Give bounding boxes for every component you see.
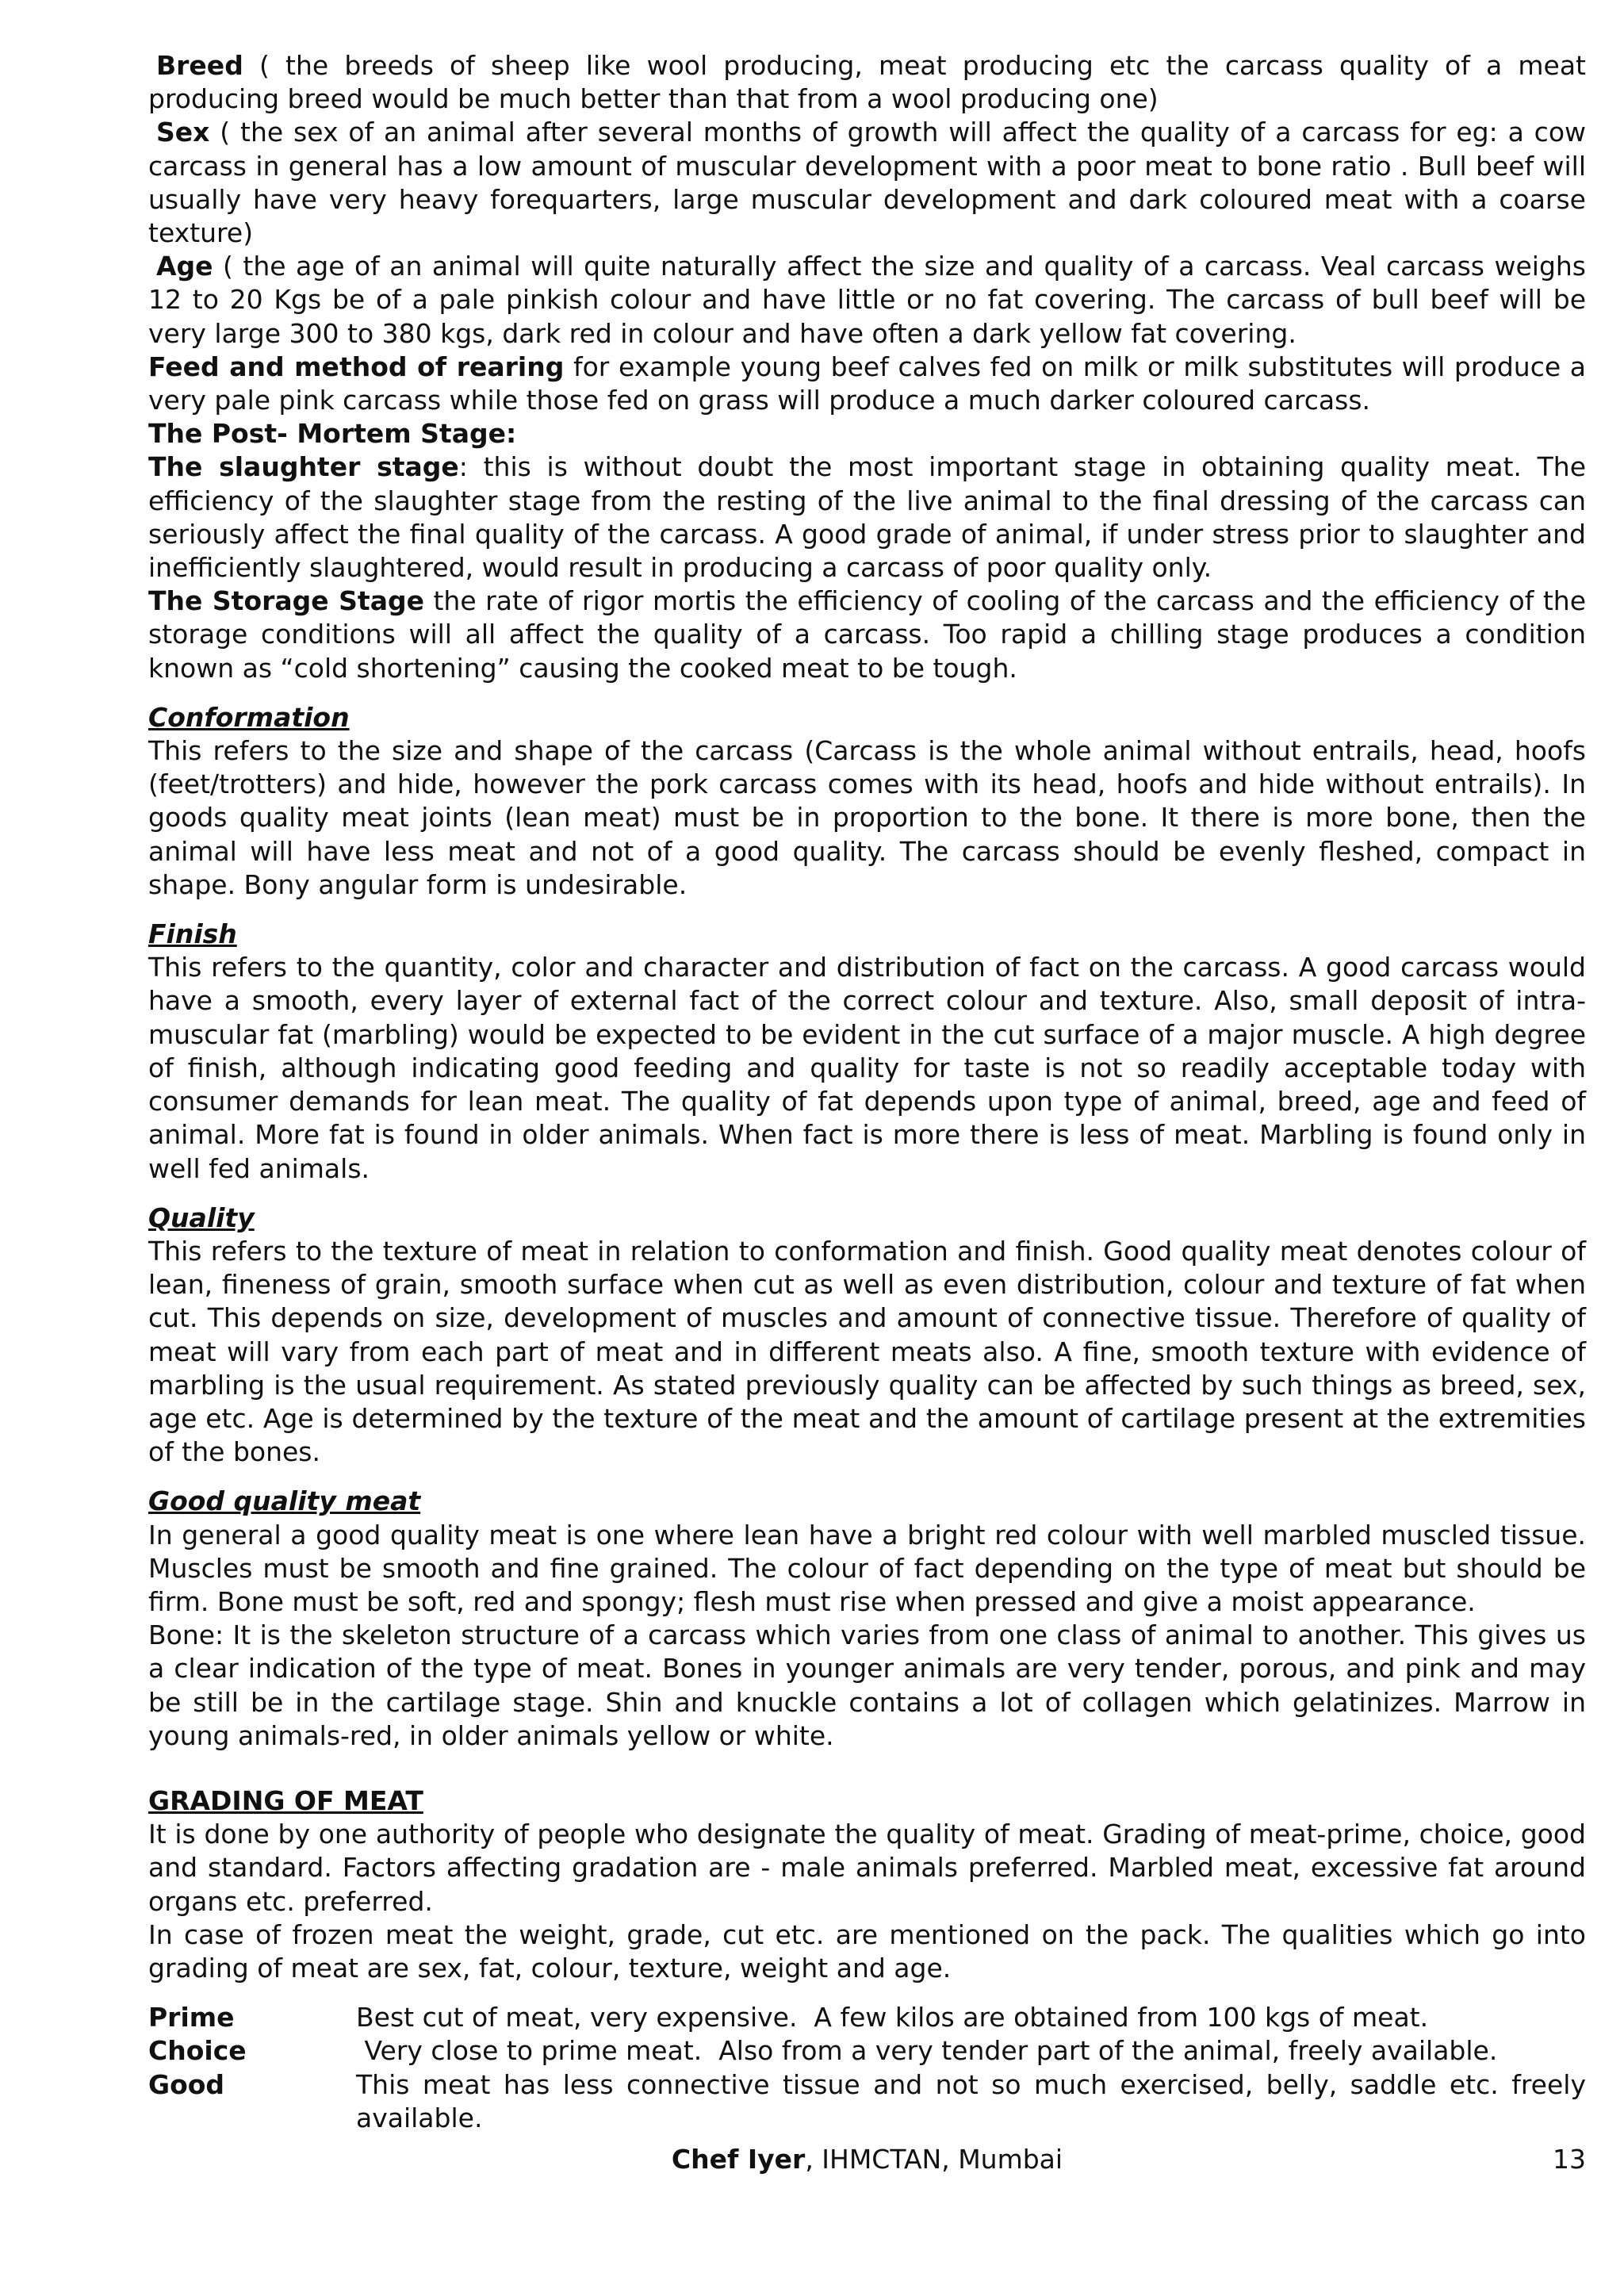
feed-paragraph (148, 351, 1586, 417)
breed-paragraph (148, 49, 1586, 116)
breed-text: ( the breeds of sheep like wool producing, meat producing etc the carcass quality of a meat producing breed would be much better than that from a wool producing one) (148, 50, 1586, 115)
grade-label: Prime (148, 2002, 235, 2033)
bone-text: Bone: It is the skeleton structure of a carcass which varies from one class of animal to another. This gives us a clear indication of the type of meat. Bones in younger animals are very tender, porous, and pink and may be still be in the cartilage stage. Shin and knuckle contains a lot of collagen which gelatinizes. Marrow in young animals-red, in older animals yellow or white. (148, 1619, 1586, 1751)
footer-credit (148, 2143, 1586, 2176)
age-text: ( the age of an animal will quite naturally affect the size and quality of a carcass. Veal carcass weighs 12 to 20 Kgs be of a pale pinkish colour and have little or no fat covering. The carcass of bull beef will be very large 300 to 380 kgs, dark red in colour and have often a dark yellow fat covering. (148, 251, 1586, 349)
grade-description: Very close to prime meat. Also from a very tender part of the animal, freely available. (356, 2035, 1498, 2067)
page-number: 13 (1553, 2144, 1586, 2175)
grade-row-good (148, 2068, 1586, 2135)
finish-heading: Finish (148, 918, 237, 950)
grade-row-choice (148, 2034, 1586, 2068)
slaughter-text: : this is without doubt the most important stage in obtaining quality meat. The efficiency of the slaughter stage from the resting of the live animal to the final dressing of the carcass can seriously affect the final quality of the carcass. A good grade of animal, if under stress prior to slaughter and inefficiently slaughtered, would result in producing a carcass of poor quality only. (148, 451, 1586, 584)
conformation-heading: Conformation (148, 701, 350, 733)
grade-label: Choice (148, 2035, 247, 2067)
breed-label: Breed (156, 50, 243, 81)
footer-institution: , IHMCTAN, Mumbai (805, 2144, 1063, 2175)
finish-text: This refers to the quantity, color and character and distribution of fact on the carcass. A good carcass would have a smooth, every layer of external fact of the correct colour and texture. Also, small deposit of intra-muscular fat (marbling) would be expected to be evident in the cut surface of a major muscle. A high degree of finish, although indicating good feeding and quality for taste is not so readily acceptable today with consumer demands for lean meat. The quality of fat depends upon type of animal, breed, age and feed of animal. More fat is found in older animals. When fact is more there is less of meat. Marbling is found only in well fed animals. (148, 952, 1586, 1184)
slaughter-paragraph (148, 450, 1586, 585)
quality-heading: Quality (148, 1202, 255, 1233)
good-quality-heading: Good quality meat (148, 1485, 421, 1517)
grading-heading: GRADING OF MEAT (148, 1784, 423, 1816)
grade-row-prime (148, 2001, 1586, 2034)
age-paragraph (148, 250, 1586, 351)
postmortem-heading: The Post- Mortem Stage: (148, 418, 517, 450)
feed-text: for example young beef calves fed on milk or milk substitutes will produce a very pale pink carcass while those fed on grass will produce a much darker coloured carcass. (148, 351, 1586, 416)
grading-text-2: In case of frozen meat the weight, grade, cut etc. are mentioned on the pack. The qualities which go into grading of meat are sex, fat, colour, texture, weight and age. (148, 1918, 1586, 1984)
quality-text: This refers to the texture of meat in relation to conformation and finish. Good quality meat denotes colour of lean, fineness of grain, smooth surface when cut as well as even distribution, colour and texture of fat when cut. This depends on size, development of muscles and amount of connective tissue. Therefore of quality of meat will vary from each part of meat and in different meats also. A fine, smooth texture with evidence of marbling is the usual requirement. As stated previously quality can be affected by such things as breed, sex, age etc. Age is determined by the texture of the meat and the amount of cartilage present at the extremities of the bones. (148, 1235, 1586, 1468)
grade-label: Good (148, 2068, 225, 2100)
sex-label: Sex (156, 117, 210, 148)
document-page (148, 49, 1586, 2135)
storage-paragraph (148, 585, 1586, 685)
grade-description: This meat has less connective tissue and not so much exercised, belly, saddle etc. freely available. (356, 2068, 1586, 2133)
age-label: Age (156, 251, 213, 282)
storage-text: the rate of rigor mortis the efficiency of cooling of the carcass and the efficiency of the storage conditions will all affect the quality of a carcass. Too rapid a chilling stage produces a condition known as “cold shortening” causing the cooked meat to be tough. (148, 585, 1586, 684)
grade-description: Best cut of meat, very expensive. A few kilos are obtained from 100 kgs of meat. (356, 2002, 1429, 2033)
feed-label: Feed and method of rearing (148, 351, 565, 382)
sex-paragraph (148, 116, 1586, 250)
footer-author: Chef Iyer (671, 2144, 806, 2175)
grading-text-1: It is done by one authority of people who designate the quality of meat. Grading of meat-prime, choice, good and standard. Factors affecting gradation are - male animals preferred. Marbled meat, excessive fat around organs etc. preferred. (148, 1819, 1586, 1917)
conformation-text: This refers to the size and shape of the carcass (Carcass is the whole animal without entrails, head, hoofs (feet/trotters) and hide, however the pork carcass comes with its head, hoofs and hide without entrails). In goods quality meat joints (lean meat) must be in proportion to the bone. It there is more bone, then the animal will have less meat and not of a good quality. The carcass should be evenly fleshed, compact in shape. Bony angular form is undesirable. (148, 735, 1586, 900)
sex-text: ( the sex of an animal after several months of growth will affect the quality of a carcass for eg: a cow carcass in general has a low amount of muscular development with a poor meat to bone ratio . Bull beef will usually have very heavy forequarters, large muscular development and dark coloured meat with a coarse texture) (148, 117, 1586, 249)
storage-label: The Storage Stage (148, 585, 424, 617)
good-quality-text: In general a good quality meat is one where lean have a bright red colour with well marbled muscled tissue. Muscles must be smooth and fine grained. The colour of fact depending on the type of meat but should be firm. Bone must be soft, red and spongy; flesh must rise when pressed and give a moist appearance. (148, 1519, 1586, 1617)
slaughter-label: The slaughter stage (148, 451, 459, 483)
